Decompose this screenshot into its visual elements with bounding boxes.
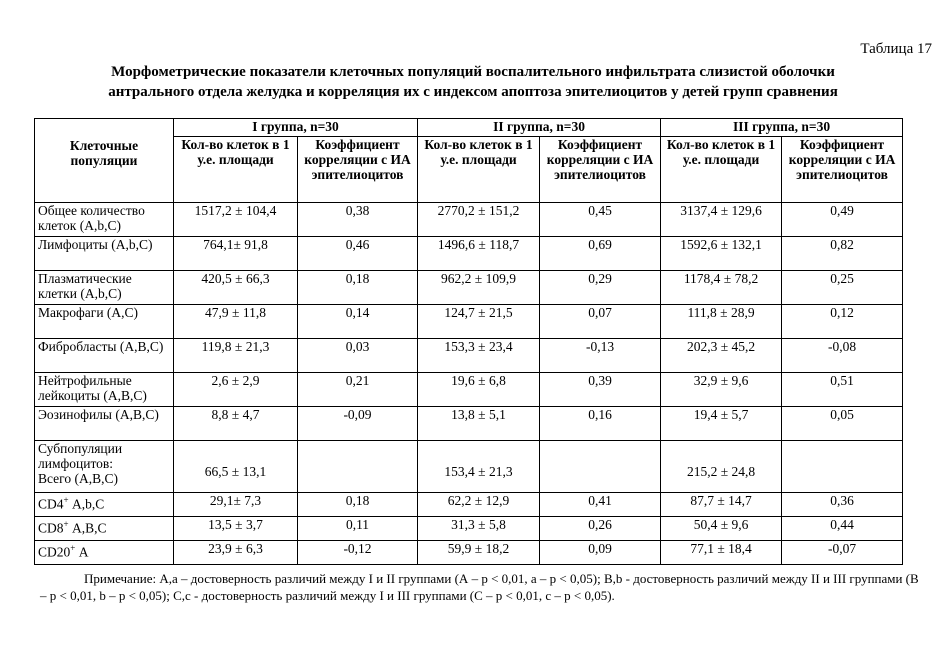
- cell-corr-g1: -0,12: [298, 541, 418, 565]
- cell-corr-g3: -0,08: [782, 339, 903, 373]
- cell-count-g1: 13,5 ± 3,7: [174, 517, 298, 541]
- cell-count-g3: 50,4 ± 9,6: [661, 517, 782, 541]
- cell-corr-g2: 0,45: [540, 203, 661, 237]
- row-name: [35, 441, 174, 493]
- header-group-2: II группа, n=30: [418, 119, 661, 137]
- cell-count-g2: 1496,6 ± 118,7: [418, 237, 540, 271]
- cell-corr-g1: [298, 441, 418, 493]
- table-row: [35, 305, 903, 339]
- cell-count-g1: 420,5 ± 66,3: [174, 271, 298, 305]
- cell-count-g3: 77,1 ± 18,4: [661, 541, 782, 565]
- cell-corr-g3: 0,36: [782, 493, 903, 517]
- cell-corr-g1: 0,14: [298, 305, 418, 339]
- cell-corr-g2: -0,13: [540, 339, 661, 373]
- row-name: Лимфоциты (А,b,C): [35, 237, 174, 271]
- row-name: [35, 493, 174, 517]
- table-footnote: Примечание: А,а – достоверность различий между I и II группами (А – р < 0,01, а – р < 0,05); B,b - достоверность различий между II и III группами (B – р < 0,01, b – р < 0,05); С,с - достоверность различий между I и III группами (С – р < 0,01, с – р < 0,05).: [40, 571, 919, 603]
- cell-count-g1: 29,1± 7,3: [174, 493, 298, 517]
- title-line-2: антрального отдела желудка и корреляция их с индексом апоптоза эпителиоцитов у детей групп сравнения: [108, 84, 838, 100]
- title-line-1: Морфометрические показатели клеточных популяций воспалительного инфильтрата слизистой оболочки: [111, 64, 835, 80]
- cell-corr-g1: 0,46: [298, 237, 418, 271]
- cell-corr-g3: [782, 441, 903, 493]
- cell-count-g3: 111,8 ± 28,9: [661, 305, 782, 339]
- cell-corr-g3: 0,05: [782, 407, 903, 441]
- row-name-sup: +: [70, 543, 76, 553]
- cell-corr-g2: 0,69: [540, 237, 661, 271]
- cell-count-g3: 19,4 ± 5,7: [661, 407, 782, 441]
- cell-count-g2: 153,3 ± 23,4: [418, 339, 540, 373]
- cell-corr-g3: -0,07: [782, 541, 903, 565]
- cell-corr-g2: 0,26: [540, 517, 661, 541]
- cell-corr-g2: 0,09: [540, 541, 661, 565]
- cell-count-g3: 32,9 ± 9,6: [661, 373, 782, 407]
- cell-corr-g1: 0,18: [298, 493, 418, 517]
- row-name-sup: +: [63, 519, 69, 529]
- table-row: [35, 203, 903, 237]
- cell-count-g2: 13,8 ± 5,1: [418, 407, 540, 441]
- table-number: Таблица 17: [860, 41, 932, 57]
- header-corr-g2: Коэффициент корреляции с ИА эпителиоцитов: [540, 137, 661, 203]
- header-group-3: III группа, n=30: [661, 119, 903, 137]
- cell-count-g3: 87,7 ± 14,7: [661, 493, 782, 517]
- cell-count-g1: 47,9 ± 11,8: [174, 305, 298, 339]
- cell-count-g1: 764,1± 91,8: [174, 237, 298, 271]
- data-table: [34, 118, 903, 565]
- cell-count-g3: 202,3 ± 45,2: [661, 339, 782, 373]
- header-populations: Клеточные популяции: [35, 119, 174, 203]
- row-name-line: Всего (А,B,C): [38, 471, 118, 486]
- header-count-g1: Кол-во клеток в 1 у.е. площади: [174, 137, 298, 203]
- row-name-line: Субпопуляции: [38, 441, 123, 456]
- cell-count-g2: 59,9 ± 18,2: [418, 541, 540, 565]
- cell-count-g2: 2770,2 ± 151,2: [418, 203, 540, 237]
- header-corr-g3: Коэффициент корреляции с ИА эпителиоцитов: [782, 137, 903, 203]
- table-row: [35, 517, 903, 541]
- row-name-sup: +: [63, 495, 69, 505]
- table-row: [35, 441, 903, 493]
- header-count-g2: Кол-во клеток в 1 у.е. площади: [418, 137, 540, 203]
- table-row: [35, 541, 903, 565]
- cell-corr-g1: -0,09: [298, 407, 418, 441]
- table-row: [35, 271, 903, 305]
- cell-count-g1: 66,5 ± 13,1: [174, 441, 298, 493]
- cell-corr-g3: 0,12: [782, 305, 903, 339]
- cell-corr-g2: 0,16: [540, 407, 661, 441]
- row-name: Плазматические клетки (А,b,C): [35, 271, 174, 305]
- cell-corr-g1: 0,18: [298, 271, 418, 305]
- header-group-1: I группа, n=30: [174, 119, 418, 137]
- cell-corr-g3: 0,44: [782, 517, 903, 541]
- cell-count-g2: 31,3 ± 5,8: [418, 517, 540, 541]
- cell-count-g1: 119,8 ± 21,3: [174, 339, 298, 373]
- header-count-g3: Кол-во клеток в 1 у.е. площади: [661, 137, 782, 203]
- cell-corr-g1: 0,11: [298, 517, 418, 541]
- cell-count-g2: 62,2 ± 12,9: [418, 493, 540, 517]
- row-name: [35, 517, 174, 541]
- cell-count-g1: 1517,2 ± 104,4: [174, 203, 298, 237]
- cell-count-g2: 124,7 ± 21,5: [418, 305, 540, 339]
- row-name: Эозинофилы (А,B,C): [35, 407, 174, 441]
- row-name: [35, 541, 174, 565]
- table-row: [35, 407, 903, 441]
- cell-corr-g1: 0,21: [298, 373, 418, 407]
- cell-count-g2: 962,2 ± 109,9: [418, 271, 540, 305]
- table-row: [35, 237, 903, 271]
- row-name-rest: А,b,C: [68, 496, 105, 512]
- cell-corr-g3: 0,51: [782, 373, 903, 407]
- cell-count-g2: 153,4 ± 21,3: [418, 441, 540, 493]
- cell-corr-g2: 0,07: [540, 305, 661, 339]
- cell-count-g1: 23,9 ± 6,3: [174, 541, 298, 565]
- cell-corr-g3: 0,82: [782, 237, 903, 271]
- row-name-rest: А,B,C: [68, 520, 107, 536]
- cell-count-g2: 19,6 ± 6,8: [418, 373, 540, 407]
- row-name: Фибробласты (А,B,C): [35, 339, 174, 373]
- row-name-rest: А: [75, 544, 89, 560]
- row-name: Общее количество клеток (А,b,C): [35, 203, 174, 237]
- cell-corr-g1: 0,38: [298, 203, 418, 237]
- cell-count-g3: 1178,4 ± 78,2: [661, 271, 782, 305]
- cell-corr-g2: 0,39: [540, 373, 661, 407]
- cell-corr-g1: 0,03: [298, 339, 418, 373]
- cell-count-g3: 215,2 ± 24,8: [661, 441, 782, 493]
- cell-count-g1: 8,8 ± 4,7: [174, 407, 298, 441]
- table-title: [0, 62, 946, 102]
- row-name-base: CD20: [38, 544, 71, 560]
- table-row: [35, 373, 903, 407]
- row-name-base: CD4: [38, 496, 64, 512]
- cell-corr-g3: 0,25: [782, 271, 903, 305]
- table-row: [35, 493, 903, 517]
- cell-corr-g3: 0,49: [782, 203, 903, 237]
- cell-corr-g2: 0,29: [540, 271, 661, 305]
- row-name: Макрофаги (А,C): [35, 305, 174, 339]
- table-row: [35, 339, 903, 373]
- cell-count-g3: 1592,6 ± 132,1: [661, 237, 782, 271]
- cell-count-g1: 2,6 ± 2,9: [174, 373, 298, 407]
- cell-corr-g2: 0,41: [540, 493, 661, 517]
- cell-corr-g2: [540, 441, 661, 493]
- row-name: Нейтрофильные лейкоциты (А,B,C): [35, 373, 174, 407]
- row-name-line: лимфоцитов:: [38, 456, 114, 471]
- cell-count-g3: 3137,4 ± 129,6: [661, 203, 782, 237]
- header-corr-g1: Коэффициент корреляции с ИА эпителиоцитов: [298, 137, 418, 203]
- row-name-base: CD8: [38, 520, 64, 536]
